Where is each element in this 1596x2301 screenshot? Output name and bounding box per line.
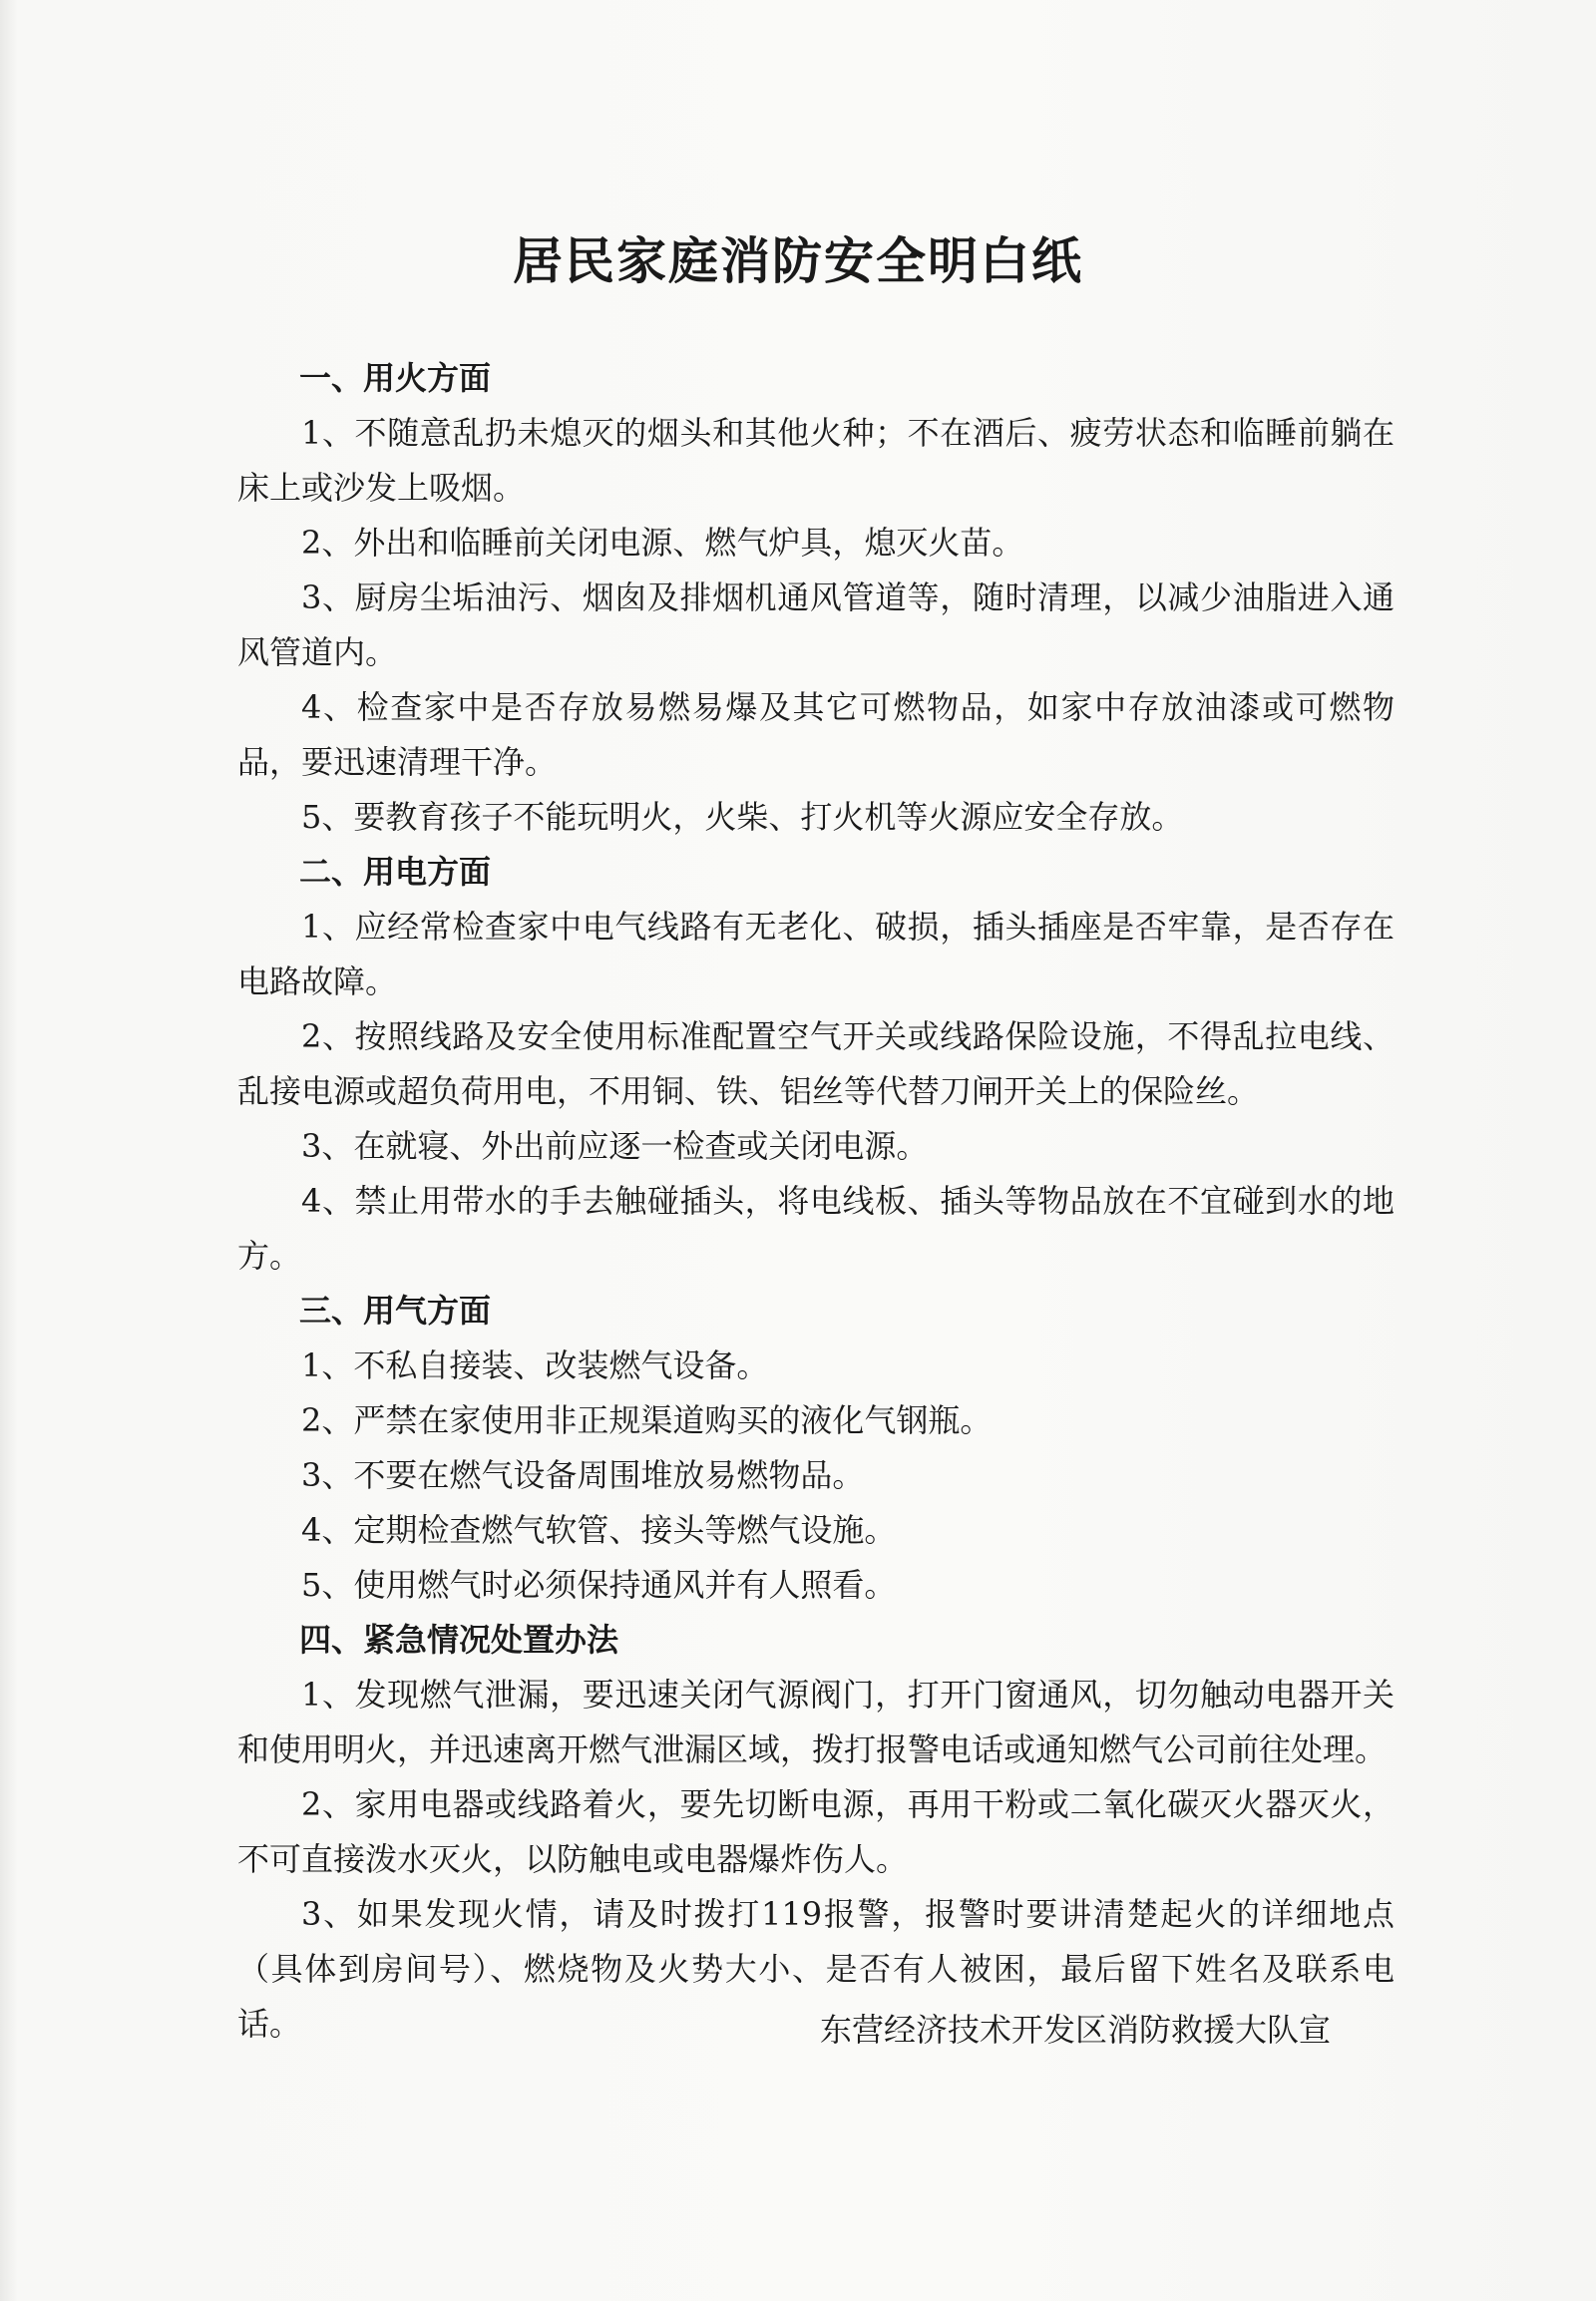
document-body — [237, 351, 1395, 2052]
paragraph: 2、按照线路及安全使用标准配置空气开关或线路保险设施，不得乱拉电线、乱接电源或超负荷用电，不用铜、铁、铝丝等代替刀闸开关上的保险丝。 — [237, 1017, 1395, 1110]
paragraph: 1、发现燃气泄漏，要迅速关闭气源阀门，打开门窗通风，切勿触动电器开关和使用明火，并迅速离开燃气泄漏区域，拨打报警电话或通知燃气公司前往处理。 — [237, 1676, 1395, 1768]
section-gas-use — [237, 1284, 1395, 1613]
paragraph: 3、在就寝、外出前应逐一检查或关闭电源。 — [301, 1127, 929, 1165]
paragraph: 3、厨房尘垢油污、烟囱及排烟机通风管道等，随时清理，以减少油脂进入通风管道内。 — [237, 578, 1395, 671]
paragraph: 3、如果发现火情，请及时拨打119报警，报警时要讲清楚起火的详细地点（具体到房间号）、燃烧物及火势大小、是否有人被困，最后留下姓名及联系电话。 — [237, 1895, 1395, 2043]
section-fire-use — [237, 351, 1395, 845]
paragraph: 5、要教育孩子不能玩明火，火柴、打火机等火源应安全存放。 — [301, 798, 1184, 836]
section-electricity-use — [237, 845, 1395, 1284]
paragraph: 2、家用电器或线路着火，要先切断电源，再用干粉或二氧化碳灭火器灭火，不可直接泼水灭火，以防触电或电器爆炸伤人。 — [237, 1785, 1395, 1878]
paragraph: 4、定期检查燃气软管、接头等燃气设施。 — [301, 1511, 897, 1549]
section-emergency-handling — [237, 1613, 1395, 2052]
section-heading: 四、紧急情况处置办法 — [299, 1621, 619, 1659]
section-heading: 三、用气方面 — [299, 1292, 492, 1330]
paragraph: 4、检查家中是否存放易燃易爆及其它可燃物品，如家中存放油漆或可燃物品，要迅速清理干净。 — [237, 688, 1395, 781]
paragraph: 1、不随意乱扔未熄灭的烟头和其他火种；不在酒后、疲劳状态和临睡前躺在床上或沙发上吸烟。 — [237, 414, 1395, 507]
paragraph: 1、不私自接装、改装燃气设备。 — [301, 1346, 769, 1384]
section-heading: 一、用火方面 — [299, 359, 492, 397]
paragraph: 5、使用燃气时必须保持通风并有人照看。 — [301, 1566, 897, 1604]
paragraph: 2、外出和临睡前关闭电源、燃气炉具，熄灭火苗。 — [301, 524, 1024, 562]
paragraph: 3、不要在燃气设备周围堆放易燃物品。 — [301, 1456, 865, 1494]
document-title: 居民家庭消防安全明白纸 — [513, 231, 1083, 290]
paragraph: 4、禁止用带水的手去触碰插头，将电线板、插头等物品放在不宜碰到水的地方。 — [237, 1182, 1395, 1275]
issuer-signature: 东营经济技术开发区消防救援大队宣 — [820, 2011, 1332, 2049]
section-heading: 二、用电方面 — [299, 853, 492, 891]
paragraph: 1、应经常检查家中电气线路有无老化、破损，插头插座是否牢靠，是否存在电路故障。 — [237, 908, 1395, 1000]
paragraph: 2、严禁在家使用非正规渠道购买的液化气钢瓶。 — [301, 1401, 993, 1439]
